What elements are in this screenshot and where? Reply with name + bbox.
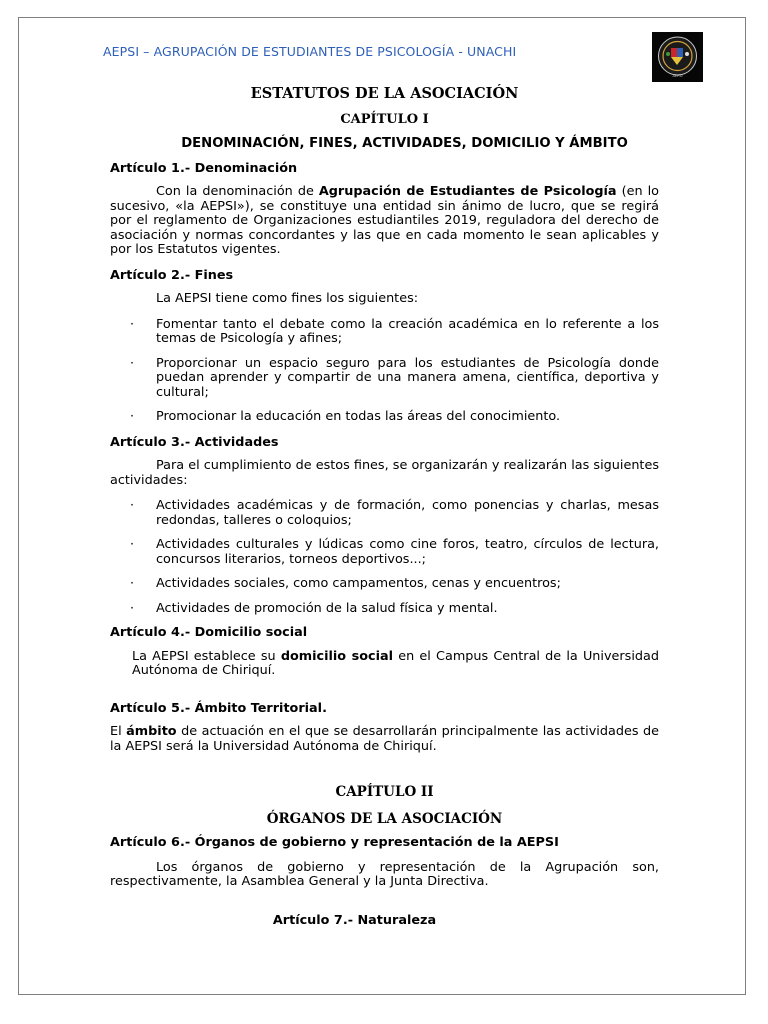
document-title: ESTATUTOS DE LA ASOCIACIÓN <box>250 85 519 102</box>
list-item: · Promocionar la educación en todas las áreas del conocimiento. <box>130 409 561 424</box>
article-3-intro: Para el cumplimiento de estos fines, se organizarán y realizarán las siguientes actividades: <box>110 458 659 488</box>
chapter-1-title: CAPÍTULO I <box>340 111 429 127</box>
article-1-text: Con la denominación de Agrupación de Estudiantes de Psicología (en lo sucesivo, «la AEPSI»), se constituye una entidad sin ánimo de lucro, que se regirá por el reglamento de Organizaciones estudiantiles 2019, reguladora del derecho de asociación y normas concordantes y las que en cada momento le sean aplicables y por los Estatutos vigentes. <box>110 184 660 257</box>
document-body <box>110 84 659 928</box>
list-item: · Actividades académicas y de formación, como ponencias y charlas, mesas redondas, talleres o coloquios; <box>130 498 659 528</box>
list-item: · Fomentar tanto el debate como la creación académica en lo referente a los temas de Psicología y afines; <box>130 316 659 346</box>
article-6-heading: Artículo 6.- Órganos de gobierno y representación de la AEPSI <box>110 835 559 850</box>
list-item: · Proporcionar un espacio seguro para los estudiantes de Psicología donde puedan aprender y compartir de una manera amena, científica, deportiva y cultural; <box>130 355 659 400</box>
article-3-heading: Artículo 3.- Actividades <box>110 434 279 450</box>
list-item: · Actividades de promoción de la salud física y mental. <box>130 600 498 616</box>
article-6-text: Los órganos de gobierno y representación de la Agrupación son, respectivamente, la Asamblea General y la Junta Directiva. <box>110 859 659 889</box>
university-seal-icon <box>652 32 703 82</box>
article-4-text: La AEPSI establece su domicilio social en el Campus Central de la Universidad Autónoma de Chiriquí. <box>132 648 659 678</box>
article-2-heading: Artículo 2.- Fines <box>110 267 234 283</box>
article-7-heading: Artículo 7.- Naturaleza <box>272 912 437 928</box>
article-5-text: El ámbito de actuación en el que se desarrollarán principalmente las actividades de la AEPSI será la Universidad Autónoma de Chiriquí. <box>110 724 660 754</box>
list-item: · Actividades sociales, como campamentos, cenas y encuentros; <box>130 576 561 591</box>
article-5-heading: Artículo 5.- Ámbito Territorial. <box>110 700 327 716</box>
article-2-intro: La AEPSI tiene como fines los siguientes: <box>156 291 419 306</box>
chapter-2-title: CAPÍTULO II <box>335 784 434 800</box>
chapter-1-subtitle: DENOMINACIÓN, FINES, ACTIVIDADES, DOMICILIO Y ÁMBITO <box>181 136 628 151</box>
article-1-heading: Artículo 1.- Denominación <box>110 160 298 176</box>
article-4-heading: Artículo 4.- Domicilio social <box>110 625 308 640</box>
list-item: · Actividades culturales y lúdicas como cine foros, teatro, círculos de lectura, concursos literarios, torneos deportivos...; <box>130 537 659 567</box>
svg-text:AEPSI: AEPSI <box>672 74 683 78</box>
page-header: AEPSI – AGRUPACIÓN DE ESTUDIANTES DE PSICOLOGÍA - UNACHI <box>103 44 517 59</box>
chapter-2-subtitle: ÓRGANOS DE LA ASOCIACIÓN <box>266 810 503 827</box>
